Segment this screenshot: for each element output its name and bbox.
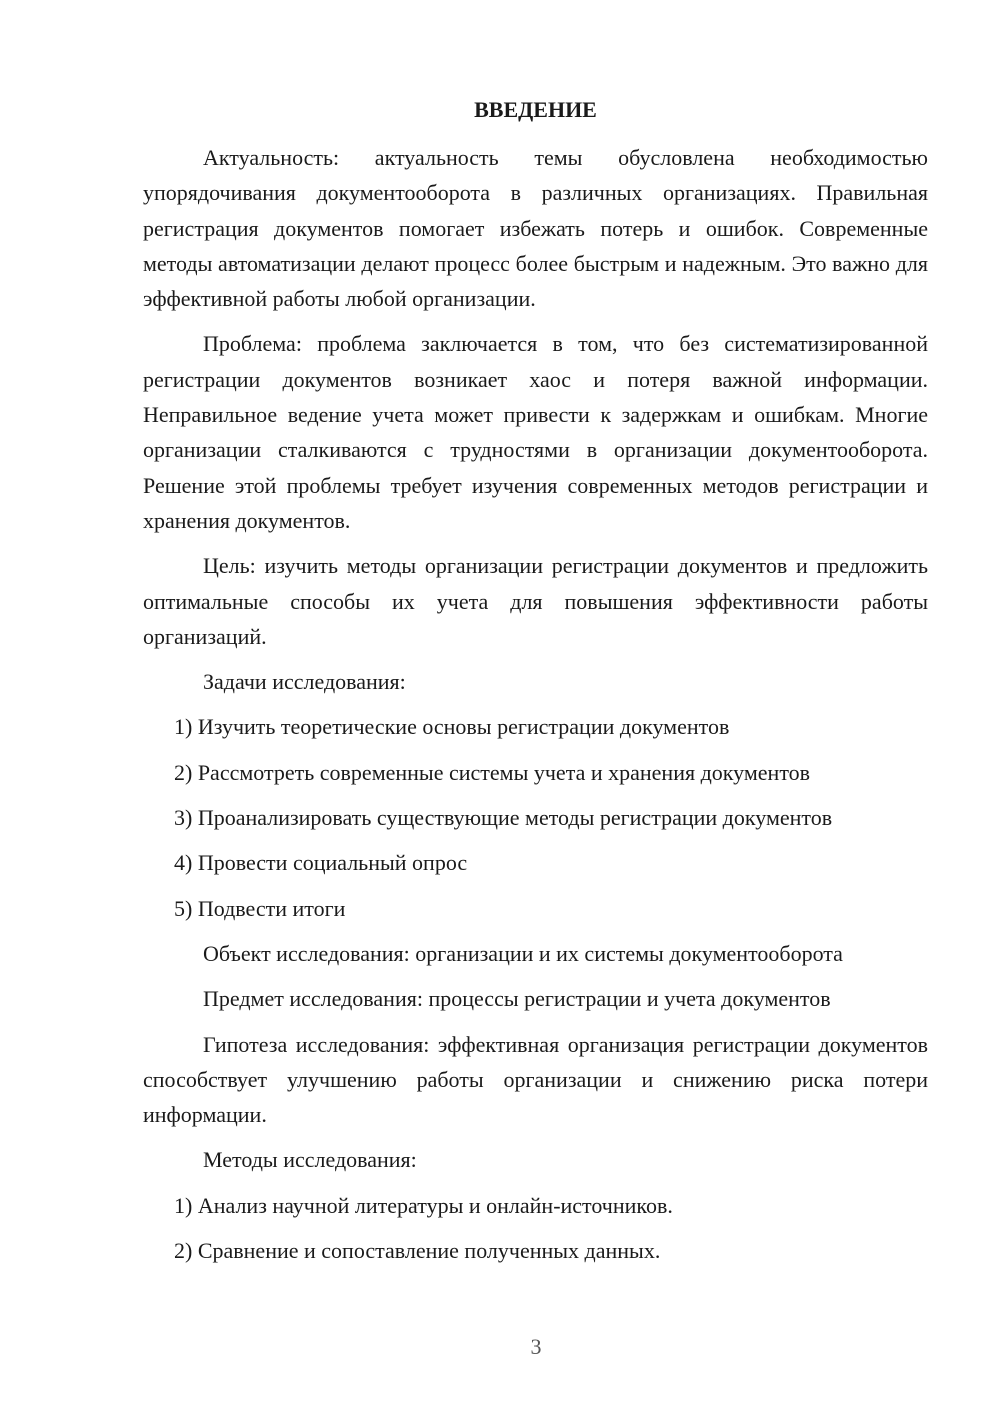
problem-paragraph: Проблема: проблема заключается в том, что без систематизированной регистрации документов возникает хаос и потеря важной информации. Неправильное ведение учета может привести к задержкам и ошибкам. Многие организации сталкиваются с трудностями в организации документооборота. Решение этой проблемы требует изучения современных методов регистрации и хранения документов. xyxy=(143,331,928,533)
tasks-list xyxy=(143,709,928,925)
relevance-paragraph: Актуальность: актуальность темы обусловлена необходимостью упорядочивания документооборота в различных организациях. Правильная регистрация документов помогает избежать потерь и ошибок. Современные методы автоматизации делают процесс более быстрым и надежным. Это важно для эффективной работы любой организации. xyxy=(143,145,928,312)
subject-line: Предмет исследования: процессы регистрации и учета документов xyxy=(203,986,831,1012)
hypothesis-paragraph: Гипотеза исследования: эффективная организация регистрации документов способствует улучшению работы организации и снижению риска потери информации. xyxy=(143,1031,928,1128)
object-line: Объект исследования: организации и их системы документооборота xyxy=(203,940,843,966)
method-item: 2) Сравнение и сопоставление полученных данных. xyxy=(174,1238,661,1264)
methods-heading: Методы исследования: xyxy=(203,1147,417,1173)
method-item: 1) Анализ научной литературы и онлайн-источников. xyxy=(174,1192,673,1218)
page-number: 3 xyxy=(530,1334,542,1359)
task-item: 1) Изучить теоретические основы регистрации документов xyxy=(174,714,730,740)
methods-list xyxy=(143,1188,928,1269)
task-item: 5) Подвести итоги xyxy=(174,895,346,921)
page-title: ВВЕДЕНИЕ xyxy=(474,97,597,122)
task-item: 4) Провести социальный опрос xyxy=(174,850,468,876)
goal-paragraph: Цель: изучить методы организации регистрации документов и предложить оптимальные способы их учета для повышения эффективности работы организаций. xyxy=(143,553,928,649)
document-body xyxy=(143,94,928,1278)
tasks-heading: Задачи исследования: xyxy=(203,669,406,695)
task-item: 3) Проанализировать существующие методы регистрации документов xyxy=(174,805,833,831)
task-item: 2) Рассмотреть современные системы учета и хранения документов xyxy=(174,759,811,785)
